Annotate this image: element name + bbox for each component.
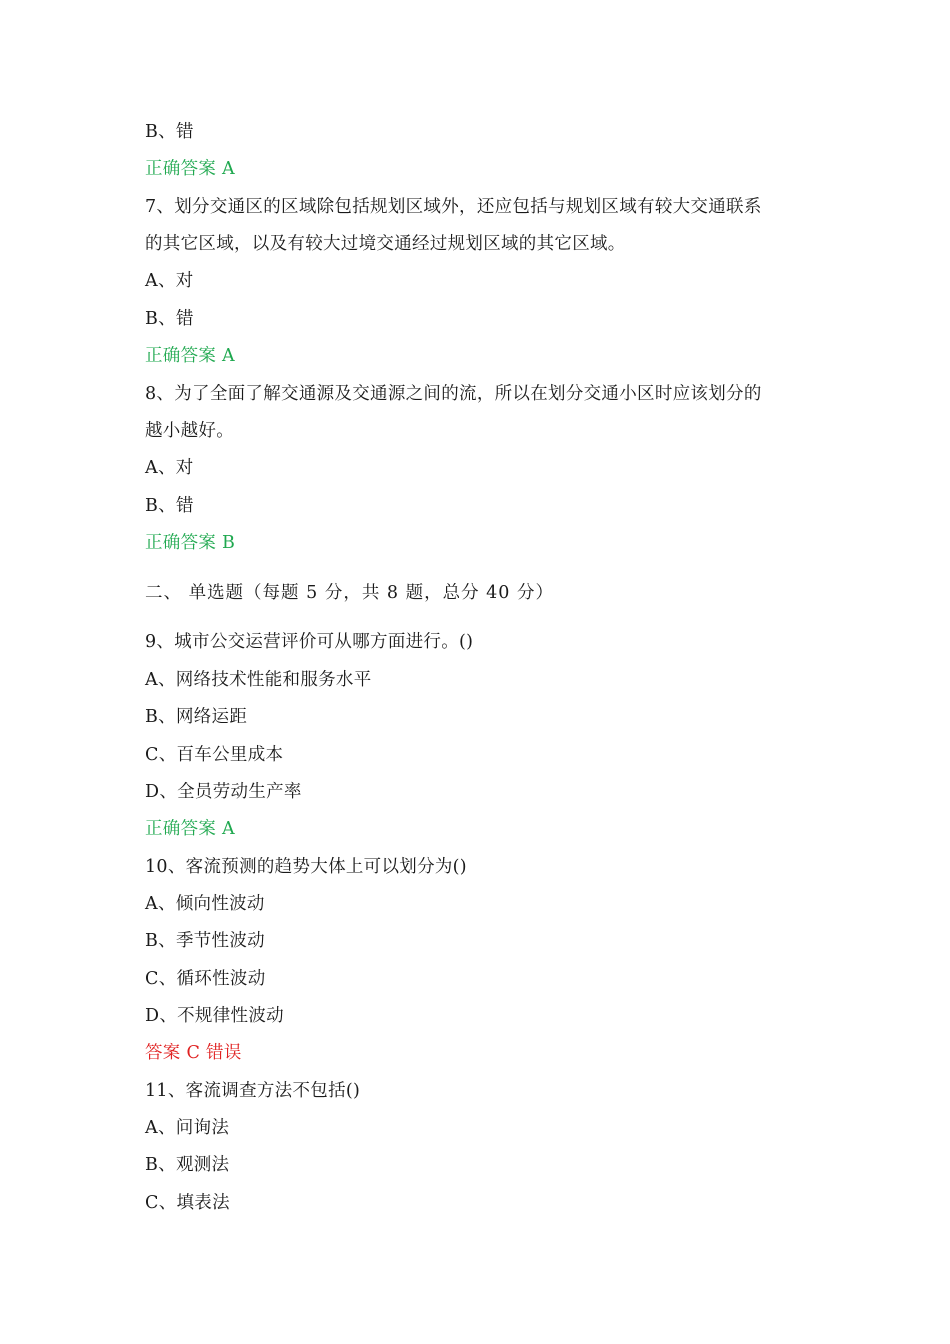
question-line: 越小越好。	[145, 421, 234, 441]
question-line: 7、划分交通区的区域除包括规划区域外，还应包括与规划区域有较大交通联系	[145, 197, 762, 217]
question-line: 10、客流预测的趋势大体上可以划分为()	[145, 857, 467, 877]
option-line: B、错	[145, 309, 194, 329]
option-line: C、循环性波动	[145, 969, 266, 989]
correct-answer-line: 正确答案 A	[145, 159, 236, 179]
option-line: A、问询法	[145, 1118, 230, 1138]
option-line: D、全员劳动生产率	[145, 782, 302, 802]
option-line: D、不规律性波动	[145, 1006, 284, 1026]
option-line: B、季节性波动	[145, 931, 265, 951]
option-line: B、错	[145, 496, 194, 516]
question-line: 8、为了全面了解交通源及交通源之间的流，所以在划分交通小区时应该划分的	[145, 384, 762, 404]
option-line: A、对	[145, 458, 194, 478]
option-line: A、倾向性波动	[145, 894, 265, 914]
wrong-answer-line: 答案 C 错误	[145, 1043, 242, 1063]
option-line: B、网络运距	[145, 707, 248, 727]
section-heading: 二、 单选题（每题 5 分，共 8 题，总分 40 分）	[145, 583, 554, 603]
option-line: B、错	[145, 122, 194, 142]
option-line: A、对	[145, 271, 194, 291]
question-line: 11、客流调查方法不包括()	[145, 1081, 361, 1101]
option-line: A、网络技术性能和服务水平	[145, 670, 372, 690]
option-line: C、填表法	[145, 1193, 230, 1213]
correct-answer-line: 正确答案 B	[145, 533, 236, 553]
correct-answer-line: 正确答案 A	[145, 819, 236, 839]
option-line: C、百车公里成本	[145, 745, 284, 765]
question-line: 9、城市公交运营评价可从哪方面进行。()	[145, 632, 474, 652]
option-line: B、观测法	[145, 1155, 230, 1175]
question-line: 的其它区域，以及有较大过境交通经过规划区域的其它区域。	[145, 234, 626, 254]
correct-answer-line: 正确答案 A	[145, 346, 236, 366]
